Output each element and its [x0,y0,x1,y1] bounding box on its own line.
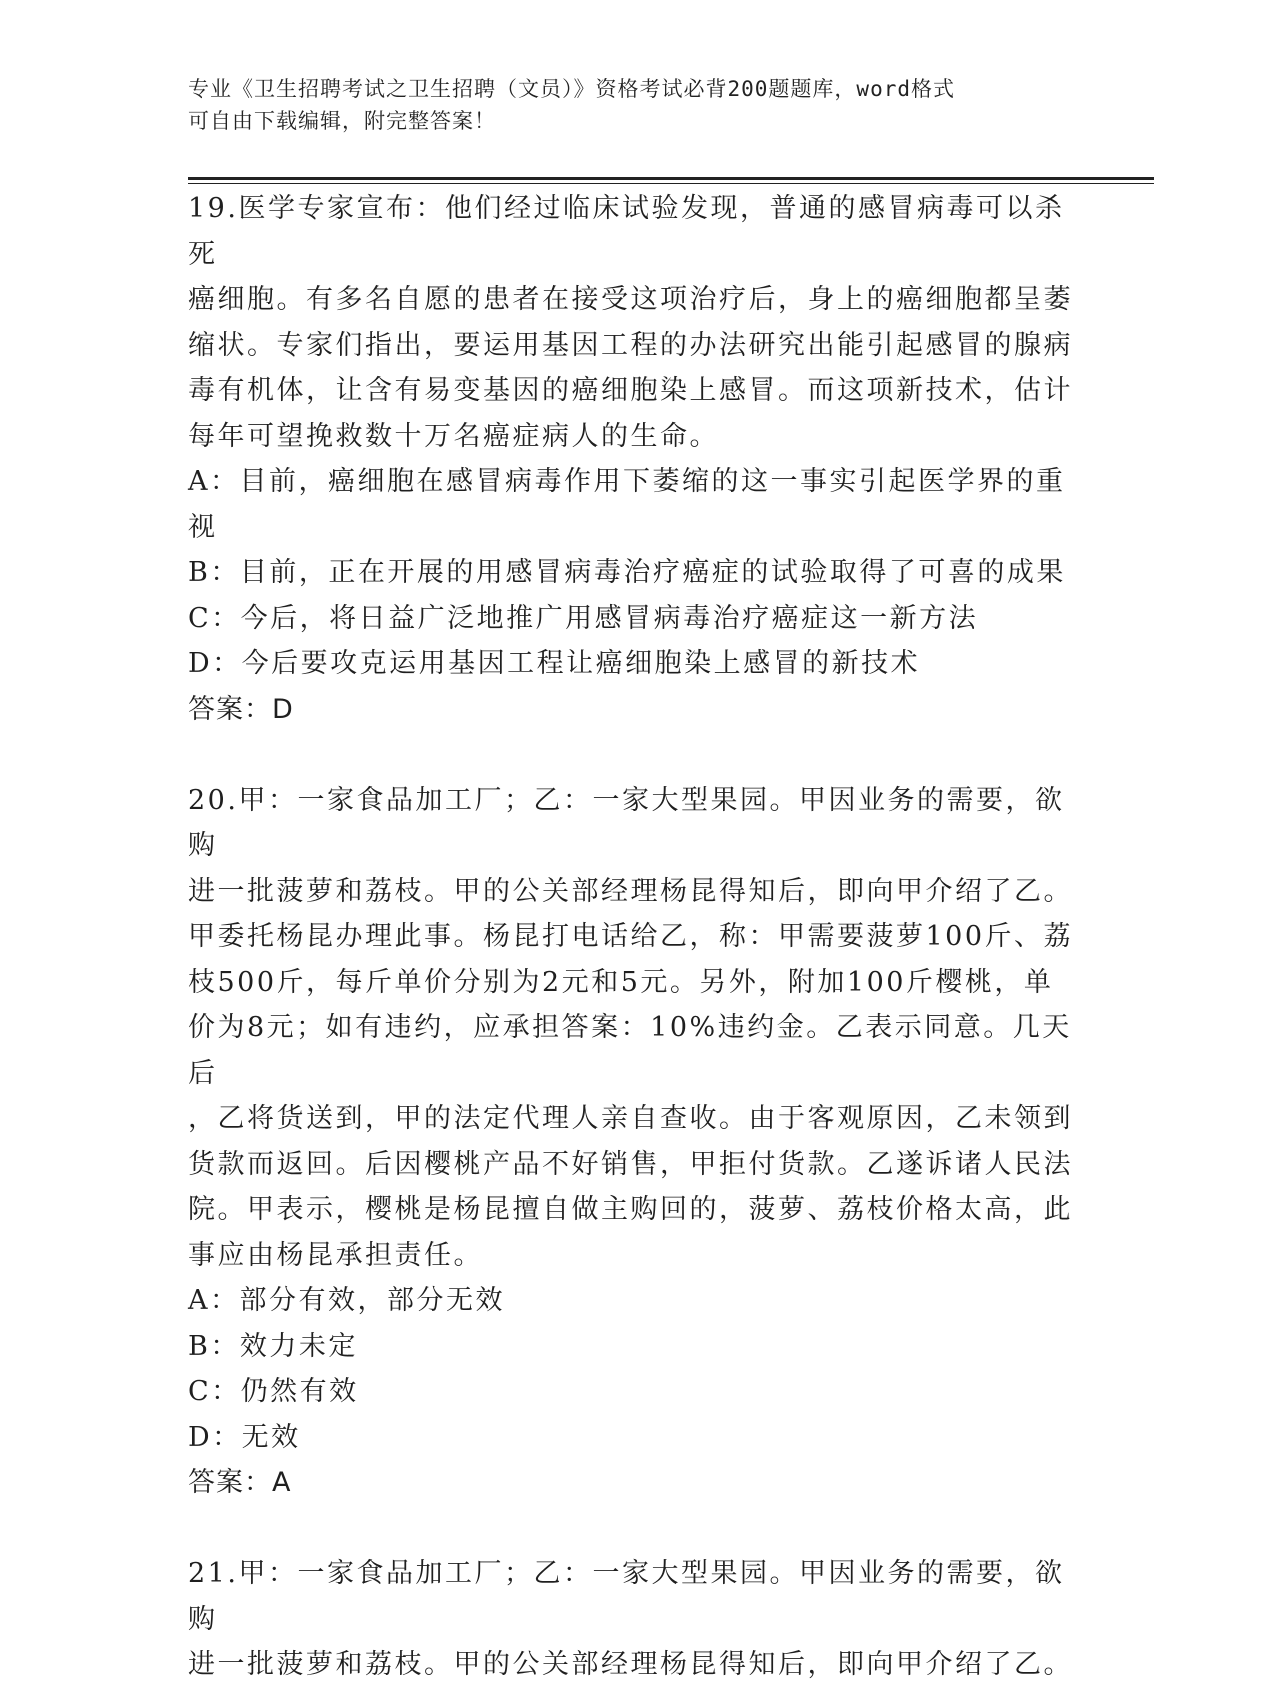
stem-line: 19.医学专家宣布：他们经过临床试验发现，普通的感冒病毒可以杀死 [188,193,1065,270]
stem-line: 癌细胞。有多名自愿的患者在接受这项治疗后，身上的癌细胞都呈萎 [188,284,1073,315]
stem-line: 院。甲表示，樱桃是杨昆擅自做主购回的，菠萝、荔枝价格太高，此 [188,1194,1073,1225]
stem-line: 事应由杨昆承担责任。 [188,1239,483,1271]
stem-line: 进一批菠萝和荔枝。甲的公关部经理杨昆得知后，即向甲介绍了乙。 [188,875,1073,907]
answer-label: 答案：D [188,693,294,725]
stem-line: 毒有机体，让含有易变基因的癌细胞染上感冒。而这项新技术，估计 [188,375,1073,406]
stem-line: 枝500斤，每斤单价分别为2元和5元。另外，附加100斤樱桃，单 [188,966,1054,998]
option-d: D：无效 [188,1421,301,1453]
header-divider-thin [188,183,1154,184]
option-b: B：效力未定 [188,1330,358,1362]
stem-line: 每年可望挽救数十万名癌症病人的生命。 [188,420,719,452]
question-19 [188,186,1088,732]
stem-line: 21.甲：一家食品加工厂；乙：一家大型果园。甲因业务的需要，欲购 [188,1558,1065,1635]
answer-label: 答案：A [188,1467,292,1498]
header-title-line-2: 可自由下载编辑，附完整答案！ [188,109,496,133]
question-20 [188,778,1088,1506]
question-stem [188,778,1088,1279]
stem-line: 甲委托杨昆办理此事。杨昆打电话给乙，称：甲需要菠萝100斤、荔 [188,921,1074,952]
stem-line: 货款而返回。后因樱桃产品不好销售，甲拒付货款。乙遂诉诸人民法 [188,1148,1073,1180]
question-spacer [188,732,1088,778]
option-c: C：今后，将日益广泛地推广用感冒病毒治疗癌症这一新方法 [188,602,979,634]
option-b: B：目前，正在开展的用感冒病毒治疗癌症的试验取得了可喜的成果 [188,557,1066,588]
header-title-line-1: 专业《卫生招聘考试之卫生招聘（文员）》资格考试必背200题题库，word格式 [188,77,955,101]
option-a: A：部分有效，部分无效 [188,1285,505,1316]
stem-line: ，乙将货送到，甲的法定代理人亲自查收。由于客观原因，乙未领到 [188,1103,1073,1134]
stem-line: 价为8元；如有违约，应承担答案：10%违约金。乙表示同意。几天后 [188,1012,1072,1089]
question-stem [188,1551,1088,1688]
stem-line: 20.甲：一家食品加工厂；乙：一家大型果园。甲因业务的需要，欲购 [188,784,1065,861]
header-divider-thick [188,177,1154,180]
option-a: A：目前，癌细胞在感冒病毒作用下萎缩的这一事实引起医学界的重视 [188,466,1066,543]
stem-line: 缩状。专家们指出，要运用基因工程的办法研究出能引起感冒的腺病 [188,329,1073,361]
document-body [188,186,1088,1688]
question-21 [188,1551,1088,1688]
question-spacer [188,1506,1088,1552]
option-c: C：仍然有效 [188,1376,359,1407]
question-stem [188,186,1088,459]
stem-line: 进一批菠萝和荔枝。甲的公关部经理杨昆得知后，即向甲介绍了乙。 [188,1649,1073,1680]
option-d: D：今后要攻克运用基因工程让癌细胞染上感冒的新技术 [188,648,921,679]
document-header [188,73,1068,137]
